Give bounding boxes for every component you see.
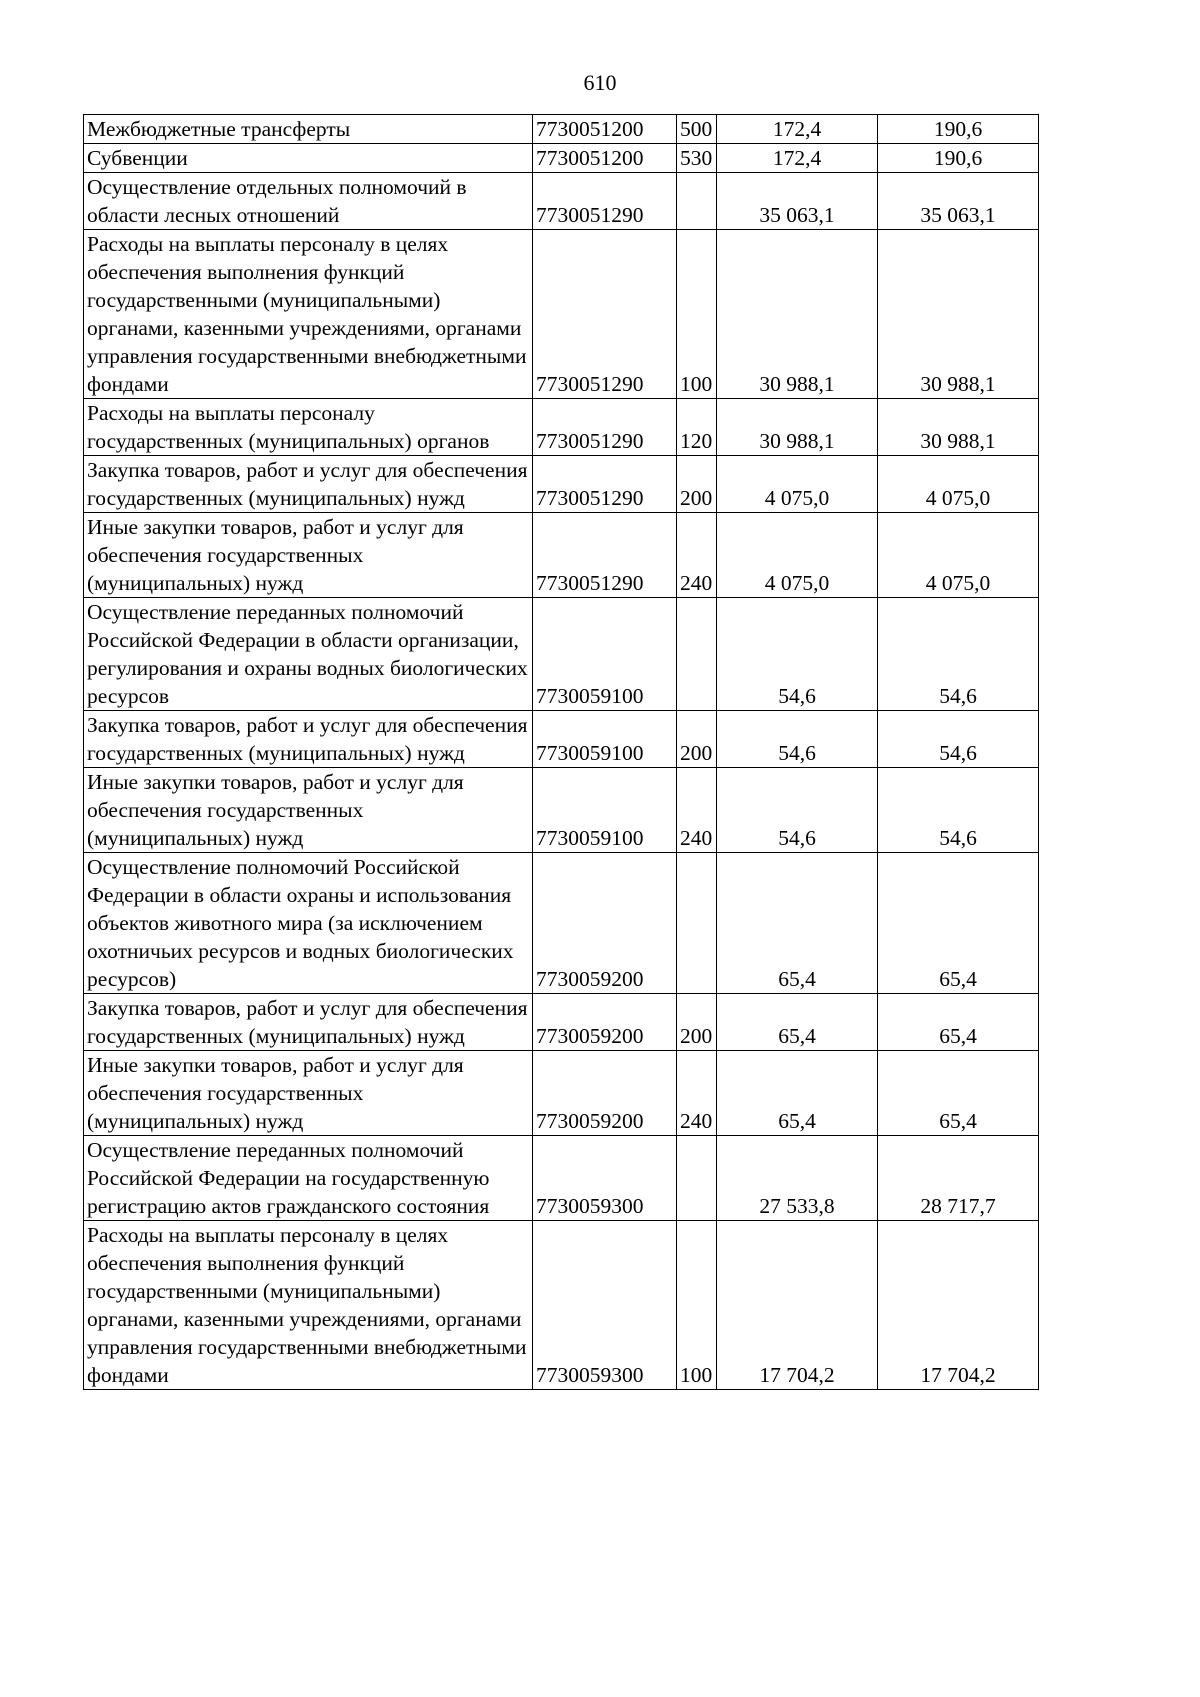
row-code-cell: 7730059100: [533, 768, 677, 853]
table-row: [84, 115, 1039, 144]
budget-table-body: [84, 115, 1039, 1390]
row-code-cell: 7730051290: [533, 513, 677, 598]
table-row: [84, 144, 1039, 173]
row-value-2-cell: 17 704,2: [878, 1221, 1039, 1390]
budget-table: [83, 114, 1039, 1390]
row-type-cell: 200: [677, 711, 717, 768]
row-value-2-cell: 65,4: [878, 1051, 1039, 1136]
row-type-cell: 100: [677, 230, 717, 399]
table-row: [84, 853, 1039, 994]
table-row: [84, 456, 1039, 513]
table-row: [84, 513, 1039, 598]
page-number: 610: [583, 70, 617, 95]
row-value-2-cell: 65,4: [878, 853, 1039, 994]
table-row: [84, 994, 1039, 1051]
row-value-2-cell: 190,6: [878, 115, 1039, 144]
row-code-cell: 7730051290: [533, 230, 677, 399]
row-type-cell: [677, 853, 717, 994]
row-name-cell: Иные закупки товаров, работ и услуг для обеспечения государственных (муниципальных) нужд: [84, 513, 533, 598]
row-value-2-cell: 54,6: [878, 598, 1039, 711]
row-value-1-cell: 54,6: [717, 768, 878, 853]
table-row: [84, 1136, 1039, 1221]
row-code-cell: 7730059300: [533, 1136, 677, 1221]
table-row: [84, 1221, 1039, 1390]
row-name-cell: Осуществление переданных полномочий Российской Федерации на государственную регистрацию актов гражданского состояния: [84, 1136, 533, 1221]
row-value-1-cell: 30 988,1: [717, 230, 878, 399]
row-code-cell: 7730051200: [533, 144, 677, 173]
row-name-cell: Осуществление полномочий Российской Федерации в области охраны и использования объектов животного мира (за исключением охотничьих ресурсов и водных биологических ресурсов): [84, 853, 533, 994]
row-type-cell: [677, 598, 717, 711]
row-value-1-cell: 65,4: [717, 994, 878, 1051]
row-name-cell: Межбюджетные трансферты: [84, 115, 533, 144]
row-type-cell: 120: [677, 399, 717, 456]
row-value-2-cell: 28 717,7: [878, 1136, 1039, 1221]
table-row: [84, 598, 1039, 711]
row-value-1-cell: 17 704,2: [717, 1221, 878, 1390]
row-value-2-cell: 190,6: [878, 144, 1039, 173]
row-code-cell: 7730051290: [533, 173, 677, 230]
row-value-1-cell: 4 075,0: [717, 456, 878, 513]
row-code-cell: 7730051290: [533, 456, 677, 513]
row-name-cell: Закупка товаров, работ и услуг для обеспечения государственных (муниципальных) нужд: [84, 994, 533, 1051]
row-type-cell: 200: [677, 994, 717, 1051]
table-row: [84, 230, 1039, 399]
row-value-1-cell: 4 075,0: [717, 513, 878, 598]
row-name-cell: Субвенции: [84, 144, 533, 173]
table-row: [84, 768, 1039, 853]
row-name-cell: Расходы на выплаты персоналу в целях обеспечения выполнения функций государственными (муниципальными) органами, казенными учреждениями, органами управления государственными внебюджетными фондами: [84, 1221, 533, 1390]
row-value-2-cell: 4 075,0: [878, 456, 1039, 513]
row-value-2-cell: 65,4: [878, 994, 1039, 1051]
row-value-2-cell: 35 063,1: [878, 173, 1039, 230]
table-row: [84, 1051, 1039, 1136]
row-type-cell: 240: [677, 1051, 717, 1136]
row-code-cell: 7730059200: [533, 853, 677, 994]
table-row: [84, 399, 1039, 456]
row-value-1-cell: 54,6: [717, 711, 878, 768]
row-name-cell: Осуществление отдельных полномочий в области лесных отношений: [84, 173, 533, 230]
row-name-cell: Закупка товаров, работ и услуг для обеспечения государственных (муниципальных) нужд: [84, 711, 533, 768]
row-code-cell: 7730059200: [533, 994, 677, 1051]
row-name-cell: Закупка товаров, работ и услуг для обеспечения государственных (муниципальных) нужд: [84, 456, 533, 513]
row-value-2-cell: 4 075,0: [878, 513, 1039, 598]
row-type-cell: [677, 1136, 717, 1221]
row-code-cell: 7730051200: [533, 115, 677, 144]
row-type-cell: 240: [677, 513, 717, 598]
row-value-2-cell: 54,6: [878, 711, 1039, 768]
row-type-cell: 500: [677, 115, 717, 144]
row-name-cell: Иные закупки товаров, работ и услуг для обеспечения государственных (муниципальных) нужд: [84, 1051, 533, 1136]
row-value-1-cell: 27 533,8: [717, 1136, 878, 1221]
row-type-cell: 100: [677, 1221, 717, 1390]
row-value-1-cell: 65,4: [717, 853, 878, 994]
row-value-1-cell: 172,4: [717, 144, 878, 173]
row-name-cell: Расходы на выплаты персоналу в целях обеспечения выполнения функций государственными (муниципальными) органами, казенными учреждениями, органами управления государственными внебюджетными фондами: [84, 230, 533, 399]
row-name-cell: Расходы на выплаты персоналу государственных (муниципальных) органов: [84, 399, 533, 456]
row-code-cell: 7730051290: [533, 399, 677, 456]
row-type-cell: 530: [677, 144, 717, 173]
table-row: [84, 711, 1039, 768]
row-value-1-cell: 54,6: [717, 598, 878, 711]
row-value-2-cell: 30 988,1: [878, 230, 1039, 399]
row-value-1-cell: 65,4: [717, 1051, 878, 1136]
row-type-cell: 240: [677, 768, 717, 853]
row-type-cell: 200: [677, 456, 717, 513]
row-code-cell: 7730059100: [533, 598, 677, 711]
row-code-cell: 7730059100: [533, 711, 677, 768]
row-value-2-cell: 30 988,1: [878, 399, 1039, 456]
row-value-1-cell: 172,4: [717, 115, 878, 144]
row-value-1-cell: 30 988,1: [717, 399, 878, 456]
row-name-cell: Осуществление переданных полномочий Российской Федерации в области организации, регулирования и охраны водных биологических ресурсов: [84, 598, 533, 711]
table-row: [84, 173, 1039, 230]
row-value-1-cell: 35 063,1: [717, 173, 878, 230]
row-code-cell: 7730059300: [533, 1221, 677, 1390]
row-value-2-cell: 54,6: [878, 768, 1039, 853]
row-code-cell: 7730059200: [533, 1051, 677, 1136]
row-type-cell: [677, 173, 717, 230]
row-name-cell: Иные закупки товаров, работ и услуг для обеспечения государственных (муниципальных) нужд: [84, 768, 533, 853]
